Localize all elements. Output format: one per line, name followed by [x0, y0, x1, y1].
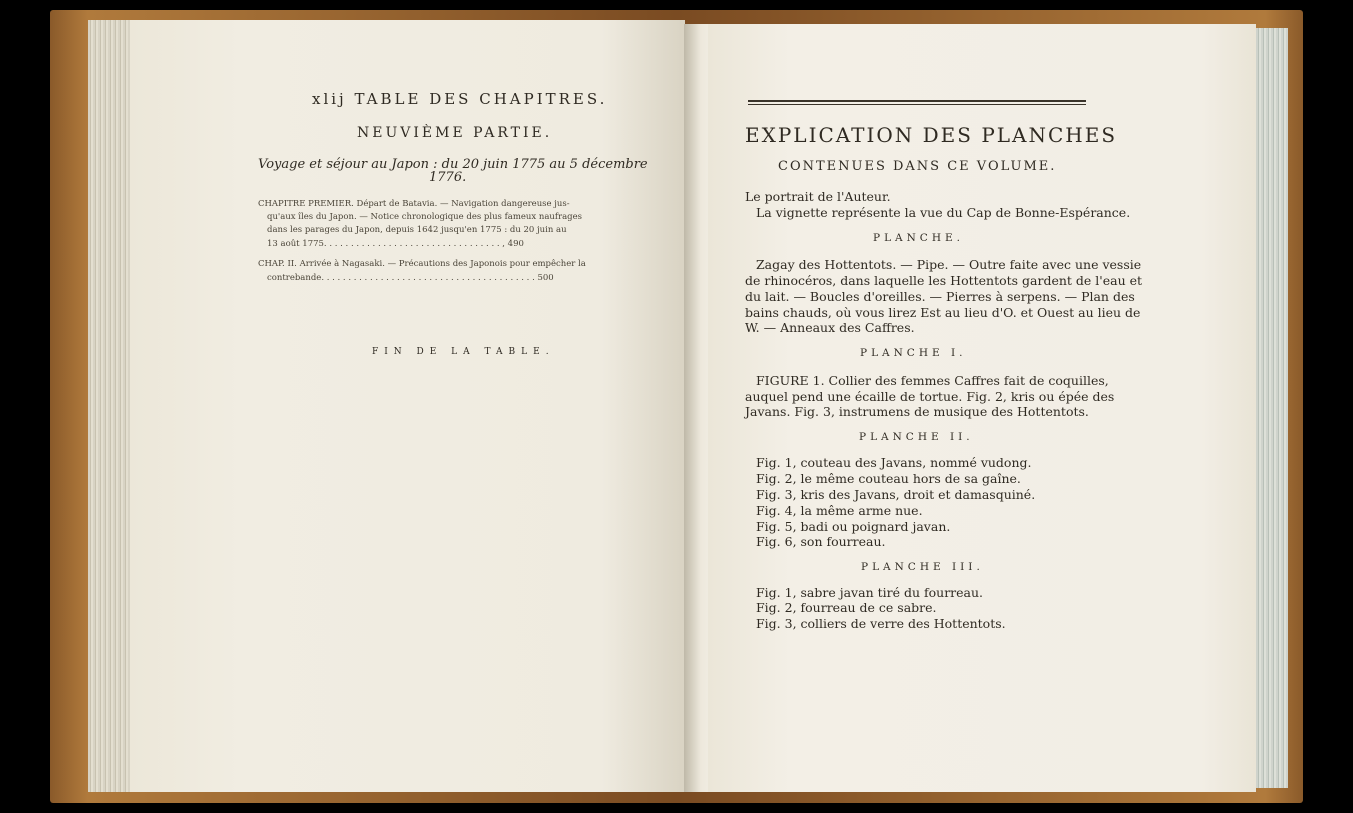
part-subtitle-line1: Voyage et séjour au Japon : du 20 juin 1775 au 5 décembre [258, 157, 648, 172]
plates-subtitle: CONTENUES DANS CE VOLUME. [778, 159, 1057, 174]
intro-line1: Le portrait de l'Auteur. [745, 189, 891, 204]
planche3-heading: PLANCHE III. [861, 561, 984, 573]
right-page-edges [1256, 28, 1288, 788]
chapter1-line2: qu'aux îles du Japon. — Notice chronologique des plus fameux naufrages [267, 212, 583, 222]
planche3-line3: Fig. 3, colliers de verre des Hottentots. [756, 616, 1006, 631]
planche1-line1: FIGURE 1. Collier des femmes Caffres fait de coquilles, [756, 373, 1109, 388]
planche3-line2: Fig. 2, fourreau de ce sabre. [756, 600, 937, 615]
running-head: xlij TABLE DES CHAPITRES. [312, 90, 608, 108]
planche1-heading: PLANCHE I. [860, 347, 967, 359]
planche1-line2: auquel pend une écaille de tortue. Fig. 2, kris ou épée des [745, 389, 1115, 404]
planche1-line3: Javans. Fig. 3, instrumens de musique des Hottentots. [745, 404, 1089, 419]
planche2-heading: PLANCHE II. [859, 431, 974, 443]
planche-line3: du lait. — Boucles d'oreilles. — Pierres à serpens. — Plan des [745, 289, 1135, 304]
planche2-line3: Fig. 3, kris des Javans, droit et damasquiné. [756, 487, 1036, 502]
chapter1-line4: 13 août 1775. . . . . . . . . . . . . . . . . . . . . . . . . . . . . . . . . , 490 [267, 239, 524, 249]
planche-line2: de rhinocéros, dans laquelle les Hottentots gardent de l'eau et [745, 273, 1143, 288]
planche-line1: Zagay des Hottentots. — Pipe. — Outre faite avec une vessie [756, 257, 1142, 272]
part-subtitle-line2: 1776. [429, 170, 467, 185]
planche2-line5: Fig. 5, badi ou poignard javan. [756, 519, 951, 534]
intro-line2: La vignette représente la vue du Cap de Bonne-Espérance. [756, 205, 1131, 220]
chapter2-line2: contrebande. . . . . . . . . . . . . . . . . . . . . . . . . . . . . . . . . . . . . . . . 500 [267, 273, 554, 283]
top-rule [748, 100, 1086, 102]
planche2-line1: Fig. 1, couteau des Javans, nommé vudong. [756, 455, 1032, 470]
planche-line5: W. — Anneaux des Caffres. [745, 320, 915, 335]
planche2-line4: Fig. 4, la même arme nue. [756, 503, 923, 518]
chapter1-line1: CHAPITRE PREMIER. Départ de Batavia. — Navigation dangereuse jus- [258, 199, 570, 209]
end-of-table: FIN DE LA TABLE. [372, 347, 555, 357]
part-title: NEUVIÈME PARTIE. [357, 125, 553, 141]
planche2-line2: Fig. 2, le même couteau hors de sa gaîne. [756, 471, 1021, 486]
planche-heading: PLANCHE. [873, 232, 965, 244]
chapter1-line3: dans les parages du Japon, depuis 1642 jusqu'en 1775 : du 20 juin au [267, 225, 567, 235]
plates-title: EXPLICATION DES PLANCHES [745, 123, 1118, 147]
chapter2-line1: CHAP. II. Arrivée à Nagasaki. — Précautions des Japonois pour empêcher la [258, 259, 586, 269]
planche3-line1: Fig. 1, sabre javan tiré du fourreau. [756, 585, 984, 600]
planche-line4: bains chauds, où vous lirez Est au lieu d'O. et Ouest au lieu de [745, 305, 1141, 320]
top-rule-thin [748, 104, 1086, 105]
planche2-line6: Fig. 6, son fourreau. [756, 534, 886, 549]
